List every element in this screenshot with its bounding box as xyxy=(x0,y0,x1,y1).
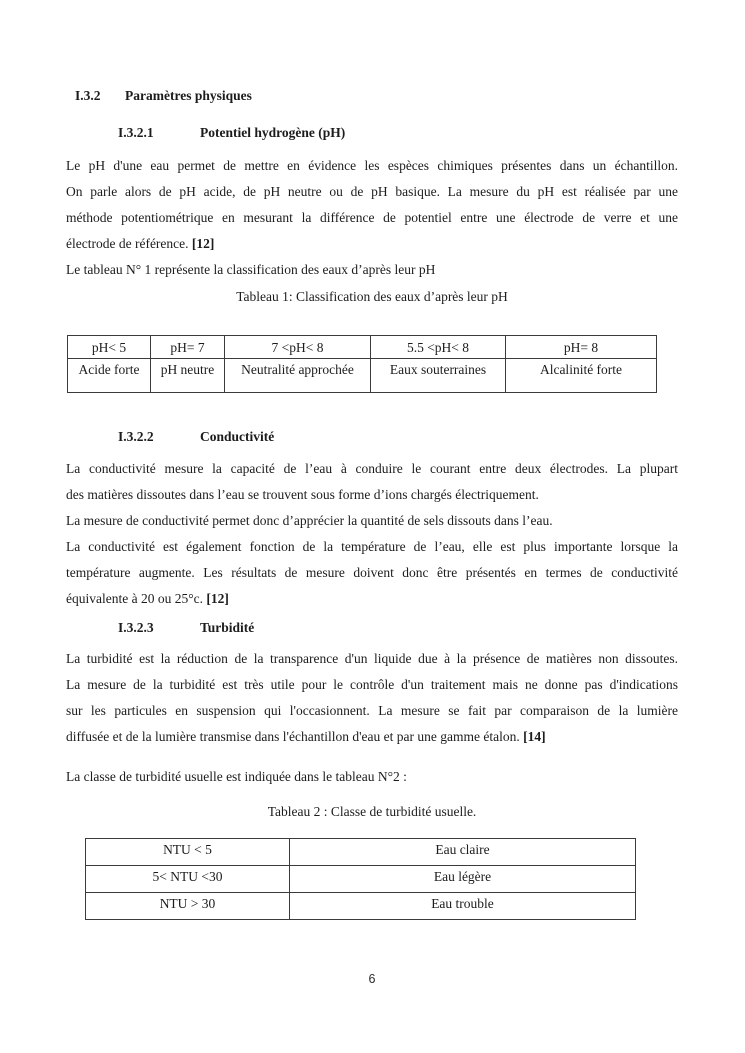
table-cell: Eau légère xyxy=(290,866,636,893)
table-header-cell: 5.5 <pH< 8 xyxy=(371,336,506,359)
heading-title: Conductivité xyxy=(200,429,275,444)
ph-classification-table xyxy=(67,335,657,393)
heading-number: I.3.2.1 xyxy=(118,125,154,140)
table-cell: Alcalinité forte xyxy=(506,359,657,393)
citation-ref: [12] xyxy=(206,591,229,606)
body-line xyxy=(66,586,678,612)
body-line: On parle alors de pH acide, de pH neutre ou de pH basique. La mesure du pH est réalisée par une xyxy=(66,184,678,199)
body-line: La mesure de conductivité permet donc d’apprécier la quantité de sels dissouts dans l’eau. xyxy=(66,513,553,528)
body-line: méthode potentiométrique en mesurant la différence de potentiel entre une électrode de verre et une xyxy=(66,210,678,225)
subsection-heading-ph xyxy=(118,124,678,142)
body-line: La turbidité est la réduction de la transparence d'un liquide due à la présence de matières non dissoutes. xyxy=(66,651,678,666)
body-text: électrode de référence. xyxy=(66,236,192,251)
body-line: La mesure de la turbidité est très utile pour le contrôle d'un traitement mais ne donne pas d'indications xyxy=(66,677,678,692)
body-line: sur les particules en suspension qui l'occasionnent. La mesure se fait par comparaison de la lumière xyxy=(66,703,678,718)
table-cell: Eau claire xyxy=(290,839,636,866)
subsection-heading-turbidite xyxy=(118,619,678,637)
table-caption-2: Tableau 2 : Classe de turbidité usuelle. xyxy=(267,804,477,819)
section-heading-parametres-physiques xyxy=(75,87,678,105)
table-row xyxy=(68,359,657,393)
body-line: température augmente. Les résultats de mesure doivent donc être présentés en termes de conductivité xyxy=(66,565,678,580)
heading-title: Potentiel hydrogène (pH) xyxy=(200,125,346,140)
table-cell: Eaux souterraines xyxy=(371,359,506,393)
heading-title: Turbidité xyxy=(200,620,255,635)
table-row xyxy=(86,893,636,920)
body-line: La conductivité est également fonction de la température de l’eau, elle est plus importante lorsque la xyxy=(66,539,678,554)
heading-number: I.3.2.2 xyxy=(118,429,154,444)
table-reference-line: La classe de turbidité usuelle est indiquée dans le tableau N°2 : xyxy=(66,769,407,784)
ph-paragraph xyxy=(66,153,678,283)
table-row xyxy=(86,839,636,866)
table-cell: NTU < 5 xyxy=(86,839,290,866)
table-caption-1: Tableau 1: Classification des eaux d’après leur pH xyxy=(236,289,508,304)
citation-ref: [14] xyxy=(523,729,546,744)
table-cell: pH neutre xyxy=(151,359,225,393)
heading-title: Paramètres physiques xyxy=(125,88,252,103)
body-line: des matières dissoutes dans l’eau se trouvent sous forme d’ions chargés électriquement. xyxy=(66,487,539,502)
table-header-cell: pH< 5 xyxy=(68,336,151,359)
turbidity-class-table xyxy=(85,838,636,920)
table-row xyxy=(86,866,636,893)
heading-number: I.3.2 xyxy=(75,88,101,103)
table-cell: 5< NTU <30 xyxy=(86,866,290,893)
body-line: Le pH d'une eau permet de mettre en évidence les espèces chimiques présentes dans un échantillon. xyxy=(66,158,678,173)
conductivite-paragraph xyxy=(66,456,678,612)
citation-ref: [12] xyxy=(191,236,215,251)
body-text: diffusée et de la lumière transmise dans l'échantillon d'eau et par une gamme étalon. xyxy=(66,729,524,744)
table-reference-line: Le tableau N° 1 représente la classification des eaux d’après leur pH xyxy=(66,262,436,277)
table-cell: NTU > 30 xyxy=(86,893,290,920)
body-line: La conductivité mesure la capacité de l’eau à conduire le courant entre deux électrodes. La plupart xyxy=(66,461,678,476)
subsection-heading-conductivite xyxy=(118,428,678,446)
body-line xyxy=(66,724,678,750)
table-cell: Neutralité approchée xyxy=(225,359,371,393)
table-header-row xyxy=(68,336,657,359)
turbidite-paragraph xyxy=(66,646,678,750)
page-number: 6 xyxy=(368,972,376,986)
page-content xyxy=(0,87,678,987)
body-line xyxy=(66,231,678,257)
heading-number: I.3.2.3 xyxy=(118,620,154,635)
table-header-cell: pH= 8 xyxy=(506,336,657,359)
table-header-cell: pH= 7 xyxy=(151,336,225,359)
table-cell: Eau trouble xyxy=(290,893,636,920)
table-header-cell: 7 <pH< 8 xyxy=(225,336,371,359)
body-text: équivalente à 20 ou 25°c. xyxy=(66,591,207,606)
table-cell: Acide forte xyxy=(68,359,151,393)
